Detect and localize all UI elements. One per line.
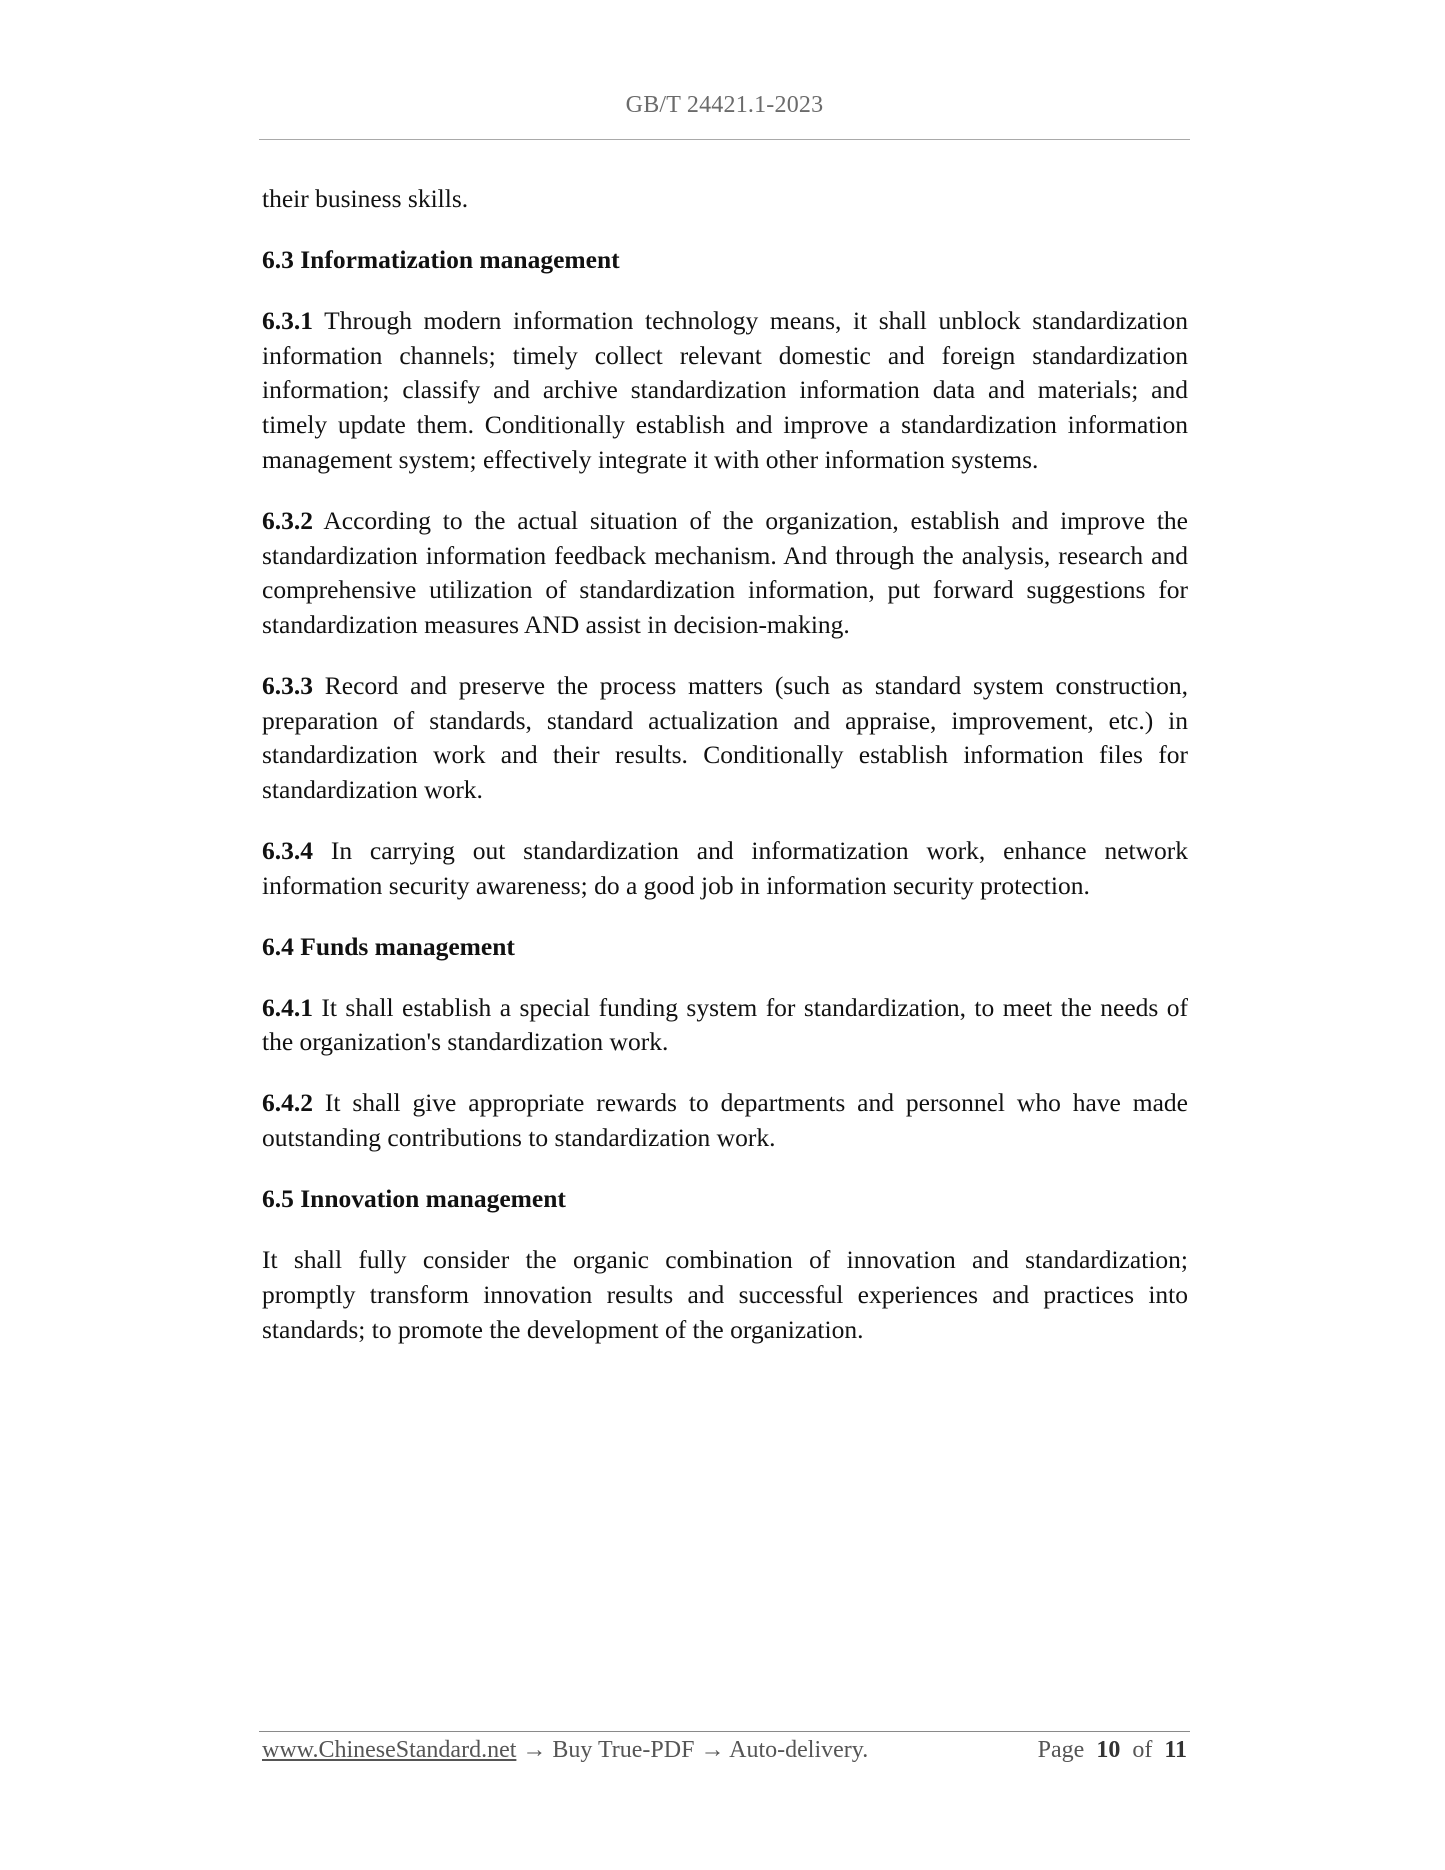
clause-number: 6.3.3 xyxy=(262,670,313,700)
page-header-title: GB/T 24421.1-2023 xyxy=(625,92,824,118)
clause-text: It shall give appropriate rewards to departments and personnel who have made outstanding contributions to standardization work. xyxy=(262,1088,1188,1153)
footer-promo xyxy=(262,1734,868,1766)
paragraph-text: It shall fully consider the organic combination of innovation and standardization; promptly transform innovation results and successful experiences and practices into standards; to promote the development of the organization. xyxy=(262,1245,1188,1344)
website-link[interactable]: www.ChineseStandard.net xyxy=(262,1737,517,1763)
page-current: 10 xyxy=(1096,1737,1121,1763)
clause-text: It shall establish a special funding system for standardization, to meet the needs of the organization's standardization work. xyxy=(262,992,1188,1057)
section-heading-6-3: 6.3 Informatization management xyxy=(262,245,620,274)
clause-number: 6.3.4 xyxy=(262,836,313,866)
clause-6-3-4 xyxy=(262,834,1188,903)
right-arrow-icon: → xyxy=(700,1737,725,1763)
clause-number: 6.3.2 xyxy=(262,505,313,535)
page-total: 11 xyxy=(1164,1737,1187,1763)
clause-text: According to the actual situation of the organization, establish and improve the standardization information feedback mechanism. And through the analysis, research and comprehensive utilization of standardization information, put forward suggestions for standardization measures AND assist in decision-making. xyxy=(262,505,1188,639)
clause-6-3-3 xyxy=(262,669,1188,808)
clause-6-3-1 xyxy=(262,304,1188,478)
header-divider xyxy=(259,139,1190,140)
clause-text: In carrying out standardization and informatization work, enhance network information security awareness; do a good job in information security protection. xyxy=(262,836,1188,900)
clause-number: 6.3.1 xyxy=(262,306,313,335)
page-of: of xyxy=(1132,1737,1153,1763)
delivery-text: Auto-delivery. xyxy=(729,1737,869,1763)
right-arrow-icon: → xyxy=(522,1737,547,1763)
clause-6-3-2 xyxy=(262,504,1188,643)
section-heading-6-5: 6.5 Innovation management xyxy=(262,1184,566,1214)
clause-6-4-1 xyxy=(262,991,1188,1060)
section-heading-6-4: 6.4 Funds management xyxy=(262,931,515,961)
continuation-paragraph xyxy=(262,182,1188,217)
footer-divider xyxy=(259,1731,1190,1732)
section-6-5-paragraph xyxy=(262,1243,1188,1347)
page-label: Page xyxy=(1037,1737,1085,1763)
clause-6-4-2 xyxy=(262,1086,1188,1155)
clause-text: Through modern information technology means, it shall unblock standardization information channels; timely collect relevant domestic and foreign standardization information; classify and archive standardization information data and materials; and timely update them. Conditionally establish and improve a standardization information management system; effectively integrate it with other information systems. xyxy=(262,306,1188,474)
continuation-text: their business skills. xyxy=(262,184,469,213)
clause-number: 6.4.1 xyxy=(262,992,313,1022)
buy-text: Buy True-PDF xyxy=(552,1737,695,1763)
clause-number: 6.4.2 xyxy=(262,1088,313,1118)
page-number xyxy=(1038,1734,1187,1766)
clause-text: Record and preserve the process matters (such as standard system construction, preparation of standards, standard actualization and appraise, improvement, etc.) in standardization work and their results. Conditionally establish information files for standardization work. xyxy=(262,670,1188,805)
document-body xyxy=(262,182,1188,1374)
